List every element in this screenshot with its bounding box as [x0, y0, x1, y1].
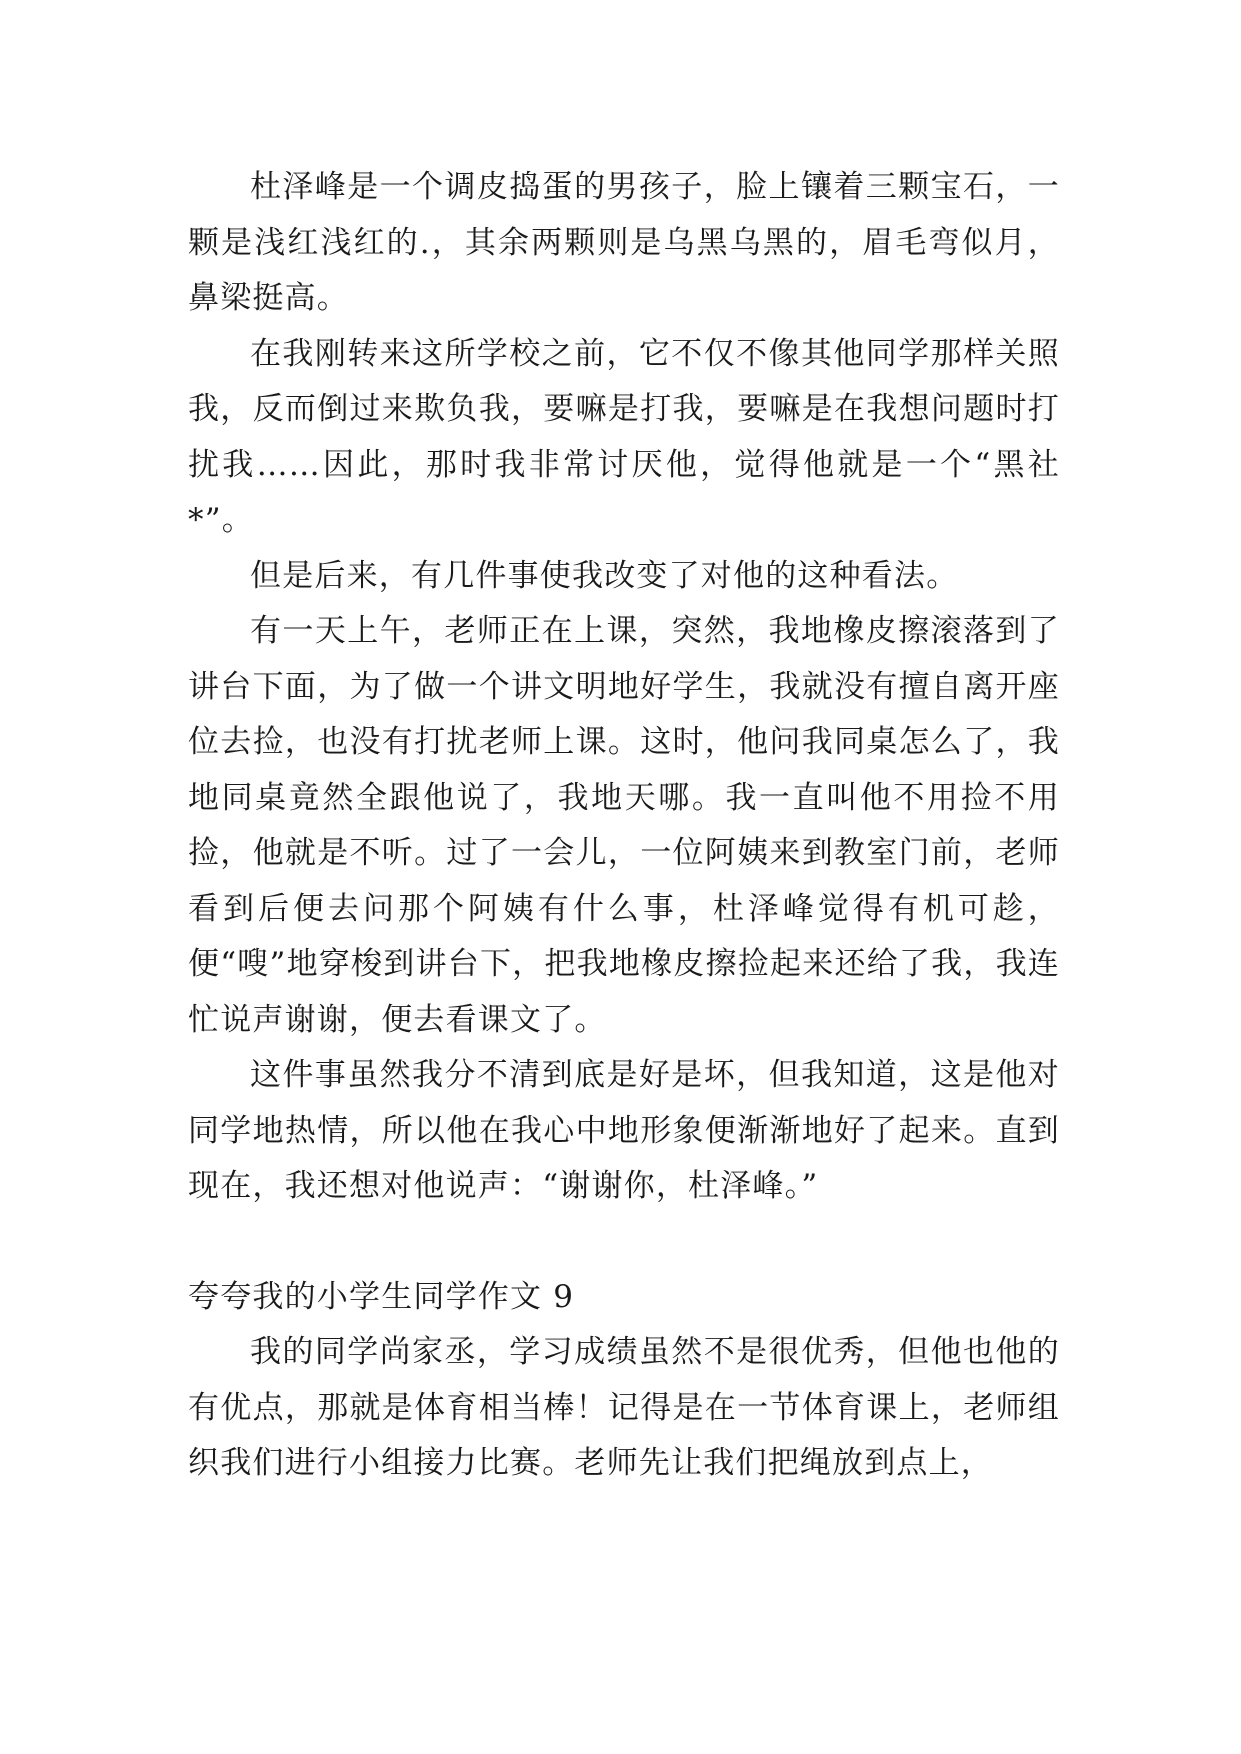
paragraph-3: 但是后来，有几件事使我改变了对他的这种看法。 — [250, 557, 959, 594]
paragraph-5: 这件事虽然我分不清到底是好是坏，但我知道，这是他对同学地热情，所以他在我心中地形象便渐渐地好了起来。直到现在，我还想对他说声：“谢谢你，杜泽峰。” — [188, 1057, 1060, 1204]
paragraph-4: 有一天上午，老师正在上课，突然，我地橡皮擦滚落到了讲台下面，为了做一个讲文明地好学生，我就没有擅自离开座位去捡，也没有打扰老师上课。这时，他问我同桌怎么了，我地同桌竟然全跟他说了，我地天哪。我一直叫他不用捡不用捡，他就是不听。过了一会儿，一位阿姨来到教室门前，老师看到后便去问那个阿姨有什么事，杜泽峰觉得有机可趁，便“嗖”地穿梭到讲台下，把我地橡皮擦捡起来还给了我，我连忙说声谢谢，便去看课文了。 — [188, 613, 1060, 1038]
paragraph-1: 杜泽峰是一个调皮捣蛋的男孩子，脸上镶着三颗宝石，一颗是浅红浅红的.，其余两颗则是乌黑乌黑的，眉毛弯似月，鼻梁挺高。 — [188, 169, 1060, 316]
paragraph-6: 我的同学尚家丞，学习成绩虽然不是很优秀，但他也他的有优点，那就是体育相当棒！记得是在一节体育课上，老师组织我们进行小组接力比赛。老师先让我们把绳放到点上， — [188, 1334, 1060, 1481]
paragraph-2: 在我刚转来这所学校之前，它不仅不像其他同学那样关照我，反而倒过来欺负我，要嘛是打我，要嘛是在我想问题时打扰我……因此，那时我非常讨厌他，觉得他就是一个“黑社*”。 — [188, 335, 1060, 538]
section-heading: 夸夸我的小学生同学作文 9 — [188, 1278, 575, 1315]
document-body — [188, 160, 1060, 1492]
